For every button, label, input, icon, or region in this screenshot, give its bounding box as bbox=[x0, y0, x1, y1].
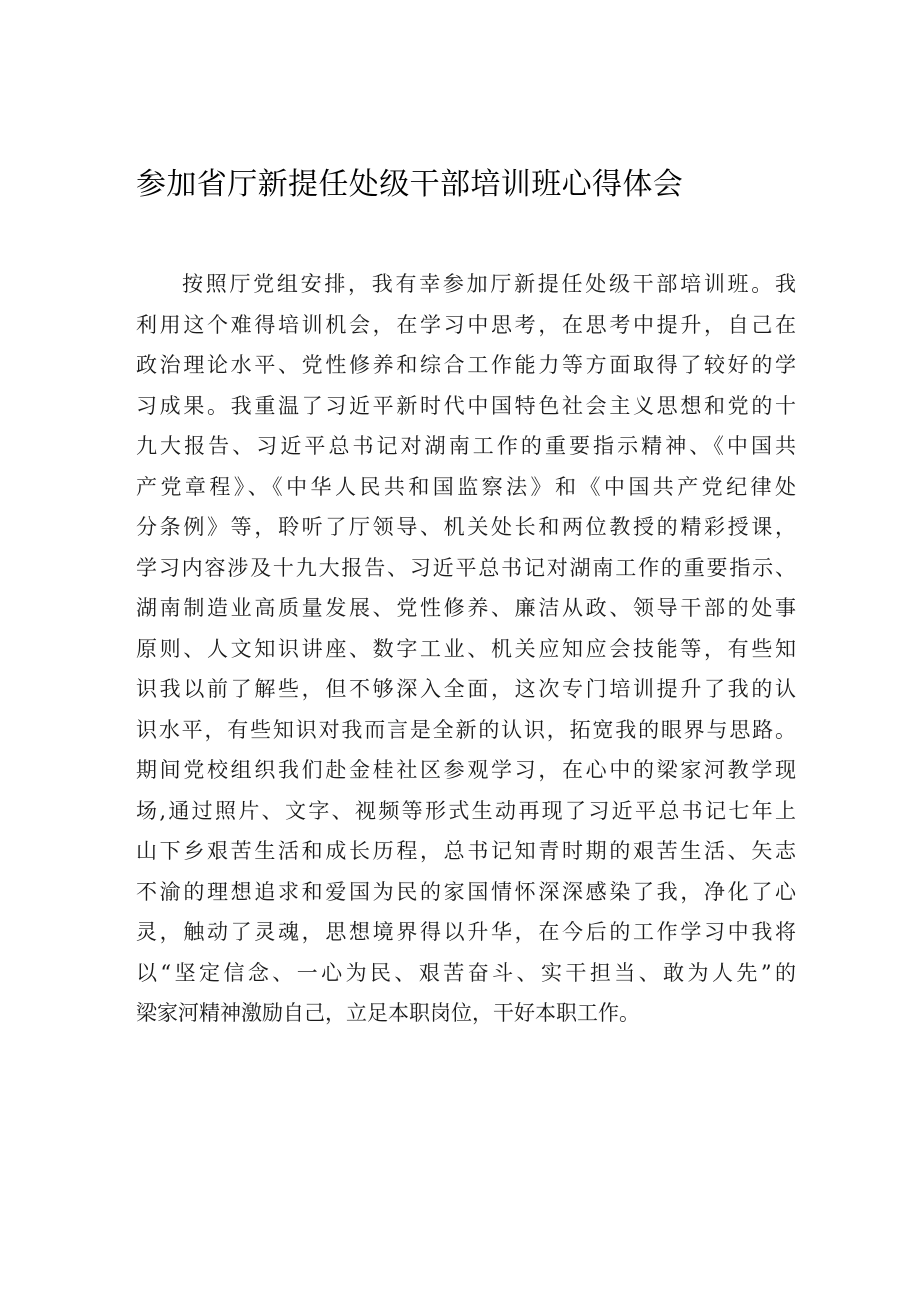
paragraph-line: 按照厅党组安排，我有幸参加厅新提任处级干部培训班。我 bbox=[182, 272, 796, 296]
document-title: 参加省厅新提任处级干部培训班心得体会 bbox=[136, 167, 684, 202]
paragraph-line: 识水平，有些知识对我而言是全新的认识，拓宽我的眼界与思路。 bbox=[136, 717, 796, 742]
paragraph-line: 产党章程》、《中华人民共和国监察法》和《中国共产党纪律处 bbox=[136, 474, 796, 499]
paragraph-line: 灵，触动了灵魂，思想境界得以升华，在今后的工作学习中我将 bbox=[136, 920, 796, 944]
paragraph-line: 政治理论水平、党性修养和综合工作能力等方面取得了较好的学 bbox=[136, 353, 796, 377]
paragraph-line: 湖南制造业高质量发展、党性修养、廉洁从政、领导干部的处事 bbox=[136, 596, 796, 620]
paragraph-line: 梁家河精神激励自己，立足本职岗位，干好本职工作。 bbox=[136, 1001, 640, 1025]
paragraph-line: 识我以前了解些，但不够深入全面，这次专门培训提升了我的认 bbox=[136, 677, 796, 701]
paragraph-line: 习成果。我重温了习近平新时代中国特色社会主义思想和党的十 bbox=[136, 393, 796, 418]
paragraph-line: 学习内容涉及十九大报告、习近平总书记对湖南工作的重要指示、 bbox=[136, 555, 796, 580]
paragraph-line: 利用这个难得培训机会，在学习中思考，在思考中提升，自己在 bbox=[136, 312, 796, 337]
paragraph-line: 分条例》等，聆听了厅领导、机关处长和两位教授的精彩授课， bbox=[136, 515, 796, 539]
paragraph-line: 山下乡艰苦生活和成长历程，总书记知青时期的艰苦生活、矢志 bbox=[136, 839, 796, 863]
body-paragraph bbox=[136, 264, 796, 1034]
paragraph-line: 不渝的理想追求和爱国为民的家国情怀深深感染了我，净化了心 bbox=[136, 879, 796, 904]
paragraph-line: 以“坚定信念、一心为民、艰苦奋斗、实干担当、敢为人先”的 bbox=[136, 960, 796, 985]
paragraph-line: 九大报告、习近平总书记对湖南工作的重要指示精神、《中国共 bbox=[136, 434, 796, 458]
paragraph-line: 场,通过照片、文字、视频等形式生动再现了习近平总书记七年上 bbox=[136, 798, 796, 823]
paragraph-line: 原则、人文知识讲座、数字工业、机关应知应会技能等，有些知 bbox=[136, 636, 796, 661]
paragraph-line: 期间党校组织我们赴金桂社区参观学习，在心中的梁家河教学现 bbox=[136, 758, 796, 782]
